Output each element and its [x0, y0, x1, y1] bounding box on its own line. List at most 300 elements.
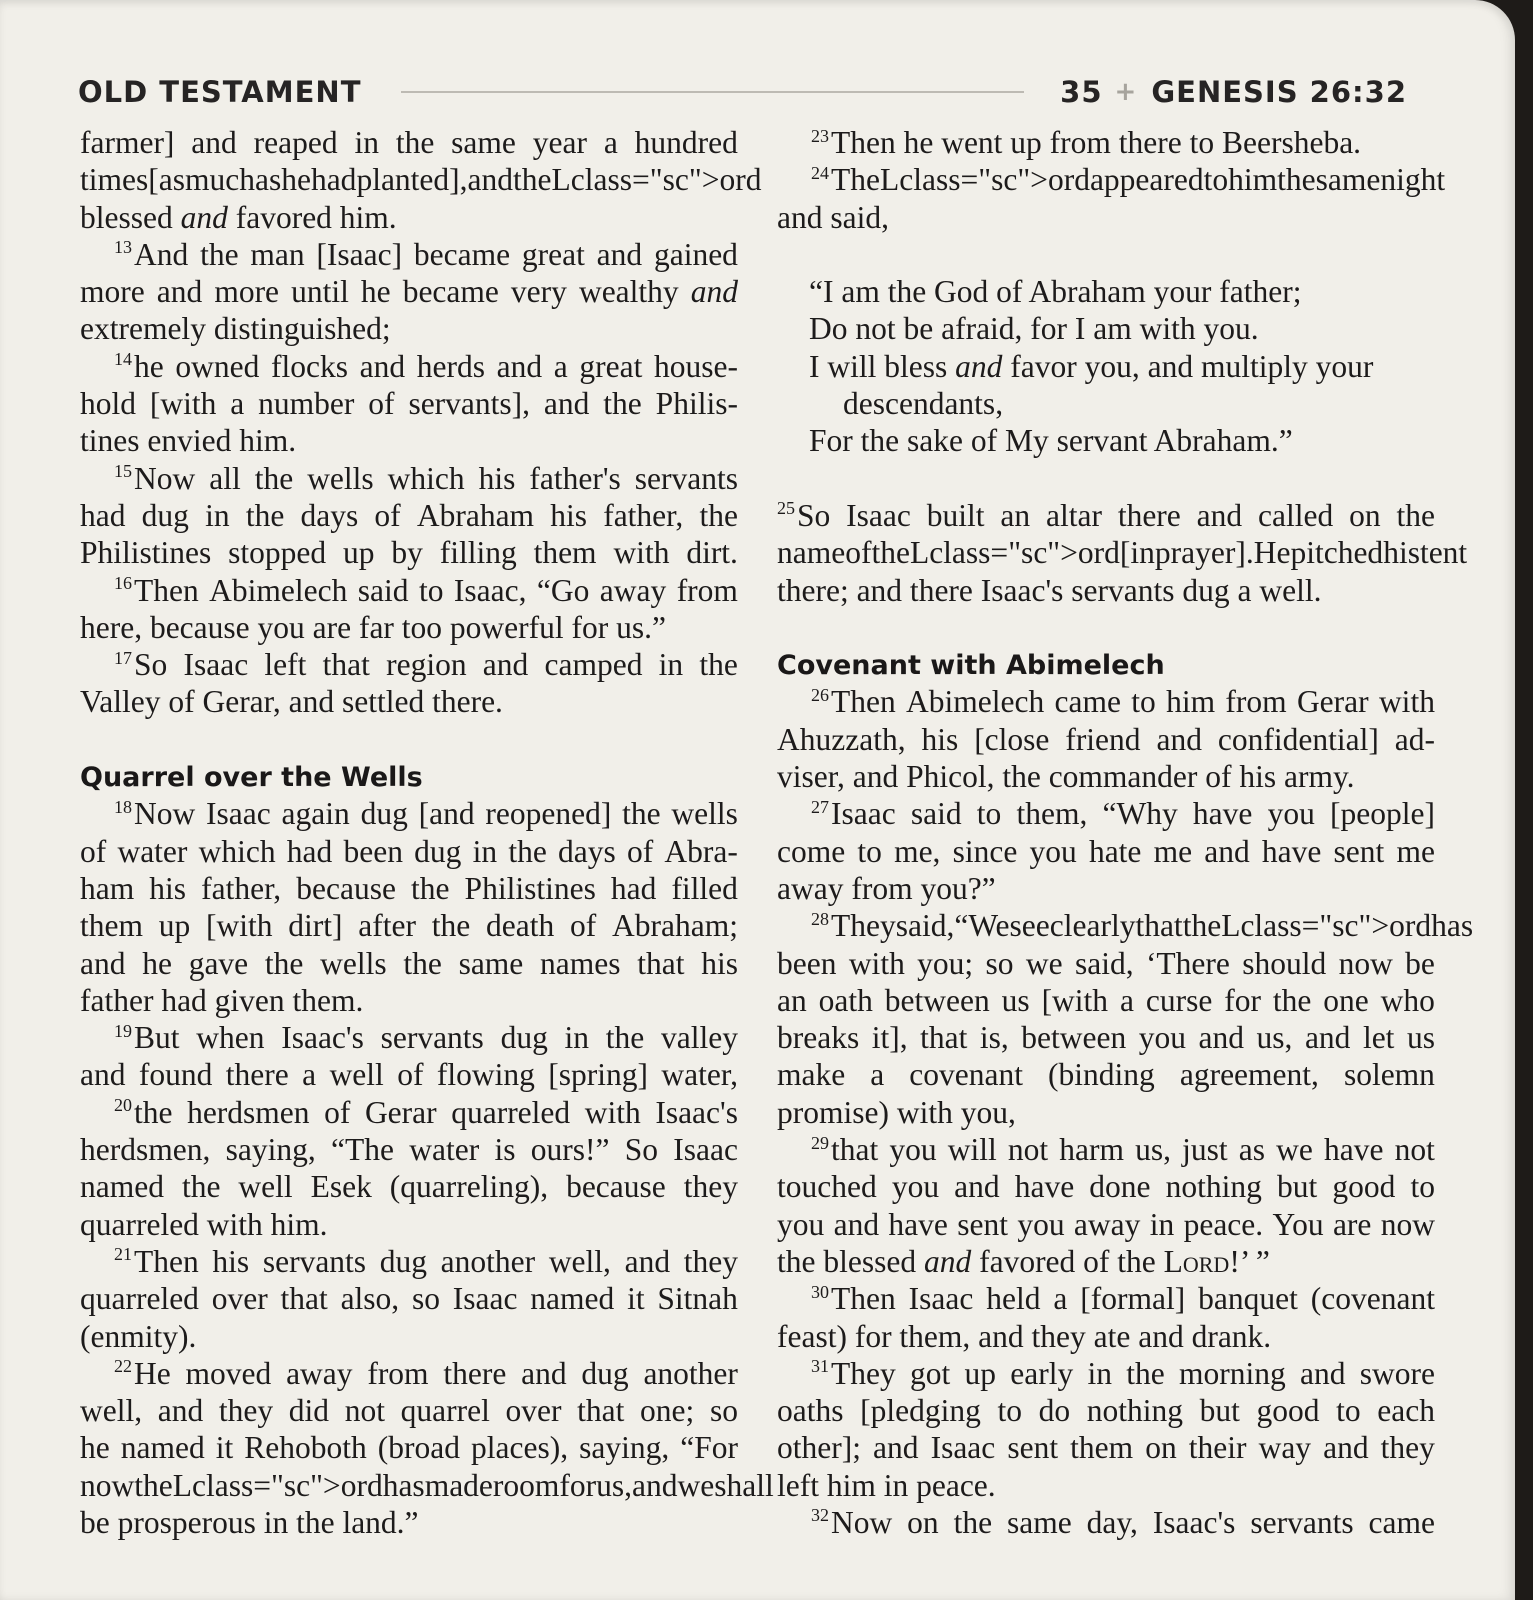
word: of — [80, 833, 107, 869]
word: wealthy — [578, 274, 679, 310]
word: that — [322, 647, 370, 683]
word: camped — [544, 647, 643, 683]
word: the — [603, 386, 642, 422]
word: a — [553, 348, 568, 384]
word: that — [577, 1393, 625, 1429]
word: the — [395, 125, 435, 160]
word: same — [1315, 162, 1381, 198]
word: herdsmen, — [80, 1132, 211, 1168]
word: you; — [917, 945, 974, 981]
poetry-line: “I am the God of Abraham your father; — [809, 274, 1302, 310]
word: $^{26}$Then — [811, 684, 896, 720]
word: now — [80, 1467, 135, 1503]
word: one; — [640, 1393, 695, 1429]
word: reaped — [253, 125, 338, 160]
word: and — [191, 125, 237, 160]
word: not — [1394, 1132, 1435, 1168]
word: $^{21}$Then — [114, 1243, 199, 1279]
word: not — [1007, 1132, 1049, 1168]
word: region — [386, 647, 467, 683]
word: quarreled — [80, 1281, 199, 1317]
word: man — [250, 236, 305, 272]
word: the — [1126, 1355, 1165, 1391]
word: same — [458, 945, 524, 981]
word: friend — [1065, 721, 1141, 757]
text-line — [80, 273, 738, 310]
word: good — [1256, 1393, 1320, 1429]
running-head — [78, 62, 1407, 122]
word: dug — [379, 1243, 427, 1279]
word: left — [264, 647, 307, 683]
word: servants — [1250, 1504, 1354, 1540]
word: [as — [148, 162, 185, 198]
text-line — [777, 907, 1474, 944]
word: has — [382, 1467, 425, 1503]
text-line — [80, 907, 738, 944]
word: had — [80, 497, 126, 533]
text-line: the blessed and favored of the Lord!’ ” — [777, 1243, 1270, 1279]
word: touched — [777, 1169, 877, 1205]
word: dug — [500, 1020, 548, 1056]
word: be — [1405, 945, 1435, 981]
word: class="sc">ord — [1240, 908, 1432, 944]
word: when — [196, 1020, 265, 1056]
word: father's — [529, 460, 621, 496]
text-line — [777, 833, 1435, 870]
word: Gerar — [364, 1094, 437, 1130]
word: the — [254, 460, 294, 496]
word: agreement, — [1179, 1057, 1319, 1093]
word: in — [658, 647, 684, 683]
word: stopped — [228, 535, 327, 571]
word: named — [120, 1430, 205, 1466]
left-column — [80, 124, 774, 1541]
stanza-gap — [777, 236, 1435, 273]
word: harm — [1059, 1132, 1125, 1168]
word: days — [300, 497, 359, 533]
word: $^{19}$But — [114, 1020, 180, 1056]
text-line — [777, 1131, 1435, 1168]
word: the — [871, 535, 910, 571]
word: sent — [1333, 833, 1385, 869]
word: who — [1380, 982, 1435, 1018]
word: quarrel — [400, 1393, 490, 1429]
word: $^{24}$The — [811, 162, 880, 198]
word: Philistines — [464, 870, 596, 906]
word: me — [1396, 833, 1435, 869]
word: Abra- — [664, 833, 738, 869]
word: of — [845, 535, 872, 571]
word: done — [1089, 1169, 1151, 1205]
word: him — [1228, 162, 1278, 198]
word: Abraham; — [612, 908, 738, 944]
word: day, — [1086, 1504, 1138, 1540]
word: way — [1258, 1430, 1312, 1466]
word: dug — [581, 1355, 629, 1391]
word: of — [397, 1057, 424, 1093]
word: of — [626, 833, 654, 869]
word: so — [709, 1393, 738, 1429]
word: shall — [714, 1467, 774, 1503]
word: the — [403, 945, 442, 981]
text-line — [80, 646, 738, 683]
word: [with — [206, 908, 273, 944]
text-line: left him in peace. — [777, 1467, 996, 1503]
word: times — [80, 162, 149, 198]
word: after — [358, 908, 416, 944]
word: $^{25}$So — [777, 497, 831, 533]
word: said, — [895, 908, 955, 944]
word: that — [280, 1281, 328, 1317]
word: early — [1010, 1355, 1074, 1391]
chapter-reference: GENESIS 26:32 — [1151, 75, 1407, 109]
word: nothing — [1165, 1169, 1262, 1205]
word: swore — [1359, 1355, 1435, 1391]
word: and — [833, 1206, 880, 1242]
word: all — [209, 460, 241, 496]
word: called — [1258, 497, 1334, 533]
word: $^{32}$Now — [811, 1504, 893, 1540]
text-line — [777, 721, 1435, 758]
word: his — [1383, 535, 1420, 571]
text-line — [777, 161, 1446, 198]
word: dirt] — [288, 908, 343, 944]
word: filled — [671, 870, 738, 906]
text-line — [80, 497, 738, 534]
word: and — [359, 348, 406, 384]
word: water — [117, 833, 188, 869]
word: to — [418, 572, 444, 608]
word: in — [472, 833, 498, 869]
text-line — [777, 1056, 1435, 1093]
header-separator-icon: + — [1114, 77, 1138, 107]
section-heading: Covenant with Abimelech — [777, 650, 1165, 682]
word: pitched — [1290, 535, 1384, 571]
word: his — [478, 460, 516, 496]
page-number: 35 — [1060, 75, 1103, 109]
word: well, — [80, 1393, 143, 1429]
word: let — [1362, 1020, 1395, 1056]
word: in — [354, 125, 379, 160]
word: for — [1224, 982, 1261, 1018]
word: flowing — [436, 1057, 535, 1093]
word: to — [1410, 1169, 1435, 1205]
text-line — [80, 870, 738, 907]
word: and — [1156, 721, 1202, 757]
word: wells — [307, 460, 374, 496]
word: there — [225, 1057, 289, 1093]
word: covenant — [909, 1057, 1023, 1093]
word: Gerar — [1296, 684, 1369, 720]
word: is, — [979, 1020, 1009, 1056]
word: since — [952, 833, 1018, 869]
word: L — [551, 162, 571, 198]
word: Philistines — [80, 535, 212, 571]
word: owned — [175, 348, 260, 384]
word: year — [532, 125, 587, 160]
word: over — [211, 1281, 268, 1317]
word: again — [281, 796, 350, 832]
word: (binding — [1048, 1057, 1155, 1093]
word: make — [777, 1057, 846, 1093]
word: an — [777, 982, 807, 1018]
word: had — [310, 162, 357, 198]
word: room — [492, 1467, 560, 1503]
text-line: and said, — [777, 199, 889, 235]
word: in — [1149, 1206, 1175, 1242]
word: us, — [596, 1467, 633, 1503]
word: (quarreling), — [389, 1169, 549, 1205]
word: herdsmen — [187, 1094, 310, 1130]
word: their — [1188, 1430, 1247, 1466]
word: servants — [262, 1243, 367, 1279]
text-line — [80, 1056, 738, 1093]
word: L — [1221, 908, 1241, 944]
word: well, — [548, 1243, 611, 1279]
text-line — [777, 1206, 1435, 1243]
word: for — [559, 1467, 597, 1503]
word: away — [599, 572, 667, 608]
word: come — [777, 833, 846, 869]
word: from — [367, 1355, 429, 1391]
word: he — [360, 274, 391, 310]
text-line — [777, 1168, 1435, 1205]
text-line: tines envied him. — [80, 423, 297, 459]
word: the — [1182, 908, 1222, 944]
word: you — [1029, 833, 1077, 869]
word: [formal] — [1080, 1281, 1186, 1317]
word: away — [1073, 1206, 1141, 1242]
word: them, — [1016, 796, 1088, 832]
text-line — [80, 1019, 738, 1056]
word: sent — [1007, 1430, 1059, 1466]
word: clearly — [1049, 908, 1136, 944]
word: great — [579, 348, 643, 384]
word: it], — [871, 1020, 908, 1056]
word: ‘There — [1145, 945, 1230, 981]
word: and — [596, 236, 643, 272]
header-rule — [401, 91, 1024, 93]
word: and — [1198, 1020, 1245, 1056]
word: dug — [414, 833, 462, 869]
word: $^{14}$he — [114, 348, 164, 384]
word: and — [80, 1057, 126, 1093]
word: which — [198, 833, 276, 869]
word: them — [80, 908, 143, 944]
word: the — [1277, 162, 1316, 198]
word: nothing — [1086, 1393, 1184, 1429]
word: we — [1276, 1132, 1313, 1168]
text-line — [80, 1467, 774, 1504]
word: planted], — [356, 162, 468, 198]
word: they — [218, 1393, 274, 1429]
word: and — [1304, 1020, 1351, 1056]
word: it — [627, 1281, 645, 1317]
word: another — [440, 1243, 536, 1279]
word: You — [1272, 1206, 1324, 1242]
word: and — [624, 1243, 671, 1279]
word: and — [521, 1355, 567, 1391]
word: Sitnah — [657, 1281, 738, 1317]
word: each — [1377, 1393, 1435, 1429]
word: has — [1431, 908, 1474, 944]
text-line: there; and there Isaac's servants dug a well. — [777, 572, 1322, 608]
word: $^{28}$They — [811, 908, 896, 944]
word: dirt. — [686, 535, 738, 571]
word: built — [926, 497, 985, 533]
word: saying, — [225, 1132, 316, 1168]
word: well — [329, 1057, 384, 1093]
word: made — [424, 1467, 493, 1503]
word: we — [1025, 945, 1063, 981]
word: his — [921, 721, 959, 757]
word: Isaac — [673, 1132, 738, 1168]
text-line: promise) with you, — [777, 1094, 1016, 1130]
text-line — [777, 497, 1435, 534]
word: his — [212, 1243, 250, 1279]
poetry-line: For the sake of My servant Abraham.” — [809, 423, 1293, 459]
word: servants — [380, 1020, 484, 1056]
text-line — [80, 572, 738, 609]
word: hold — [80, 386, 137, 422]
text-line: feast) for them, and they ate and drank. — [777, 1318, 1272, 1354]
word: the — [508, 833, 547, 869]
word: now — [1338, 945, 1393, 981]
word: now — [1380, 1206, 1435, 1242]
word: between — [1021, 1020, 1127, 1056]
word: there — [443, 1355, 507, 1391]
word: $^{13}$And — [114, 236, 189, 272]
word: to — [1203, 162, 1229, 198]
word: quarreled — [451, 1094, 571, 1130]
word: you — [1138, 1020, 1187, 1056]
word: [people] — [1329, 796, 1435, 832]
word: $^{16}$Then — [114, 572, 199, 608]
word: Isaac — [846, 497, 911, 533]
section-heading: Quarrel over the Wells — [80, 762, 423, 794]
word: prayer]. — [1154, 535, 1254, 571]
text-line — [80, 1243, 738, 1280]
text-line — [80, 1392, 738, 1429]
word: been — [343, 833, 403, 869]
word: that — [920, 1020, 968, 1056]
word: valley — [661, 1020, 738, 1056]
text-line — [80, 534, 738, 571]
word: $^{30}$Then — [811, 1281, 896, 1317]
word: “Go — [536, 572, 590, 608]
word: have — [1014, 1169, 1075, 1205]
word: had — [286, 833, 333, 869]
word: but — [1276, 1169, 1318, 1205]
word: you — [1017, 1206, 1065, 1242]
word: wells — [320, 945, 387, 981]
word: the — [181, 1169, 221, 1205]
word: came — [1368, 1504, 1435, 1540]
word: tent — [1419, 535, 1468, 571]
word: ad- — [1394, 721, 1435, 757]
word: they — [683, 1243, 738, 1279]
word: became — [413, 236, 511, 272]
word: you — [1267, 796, 1315, 832]
word: because — [296, 870, 396, 906]
text-line — [777, 683, 1435, 720]
word: found — [138, 1057, 213, 1093]
word: his — [149, 870, 187, 906]
word: with — [848, 945, 905, 981]
stanza-gap — [777, 609, 1435, 646]
word: death — [486, 908, 555, 944]
word: class="sc">ord — [929, 535, 1120, 571]
word: gave — [188, 945, 249, 981]
word: see — [1009, 908, 1050, 944]
word: $^{15}$Now — [114, 460, 196, 496]
word: father, — [201, 870, 282, 906]
word: with — [613, 535, 670, 571]
word: and — [496, 348, 543, 384]
word: a — [603, 125, 618, 160]
word: father, — [603, 497, 684, 533]
word: the — [513, 162, 552, 198]
word: Isaac's — [655, 1094, 738, 1130]
word: solemn — [1343, 1057, 1435, 1093]
word: [pledging — [860, 1393, 981, 1429]
word: and — [156, 274, 203, 310]
word: by — [391, 535, 423, 571]
stanza-gap — [777, 460, 1435, 497]
word: and — [467, 162, 514, 198]
word: [with — [1041, 982, 1109, 1018]
word: said, — [1074, 945, 1134, 981]
text-line: Valley of Gerar, and settled there. — [80, 684, 503, 720]
word: $^{27}$Isaac — [811, 796, 896, 832]
text-line — [80, 833, 738, 870]
text-line — [80, 348, 738, 385]
text-line — [777, 982, 1435, 1019]
word: which — [387, 460, 465, 496]
word: another — [643, 1355, 738, 1391]
word: days — [558, 833, 616, 869]
word: got — [909, 1355, 951, 1391]
text-line — [777, 1355, 1435, 1392]
word: of — [570, 908, 597, 944]
word: the — [699, 647, 738, 683]
word: a — [302, 1057, 317, 1093]
word: because — [566, 1169, 666, 1205]
poetry-line: I will bless and favor you, and multiply your — [809, 348, 1374, 384]
word: much — [184, 162, 255, 198]
word: night — [1380, 162, 1446, 198]
word: to — [1131, 684, 1156, 720]
word: ham — [80, 870, 135, 906]
word: name — [777, 535, 846, 571]
word: and — [954, 1169, 1000, 1205]
word: He — [1253, 535, 1291, 571]
text-line — [80, 161, 762, 198]
word: same — [451, 125, 516, 160]
poetry-line: Do not be afraid, for I am with you. — [809, 311, 1259, 347]
word: one — [1323, 982, 1369, 1018]
word: up — [964, 1355, 996, 1391]
word: them — [1070, 1430, 1134, 1466]
word: oaths — [777, 1393, 844, 1429]
word: other]; — [777, 1430, 861, 1466]
word: up — [158, 908, 191, 944]
word: the — [953, 1504, 993, 1540]
word: he — [281, 162, 311, 198]
word: flocks — [271, 348, 348, 384]
word: is — [494, 1132, 516, 1168]
word: Abimelech — [906, 684, 1045, 720]
